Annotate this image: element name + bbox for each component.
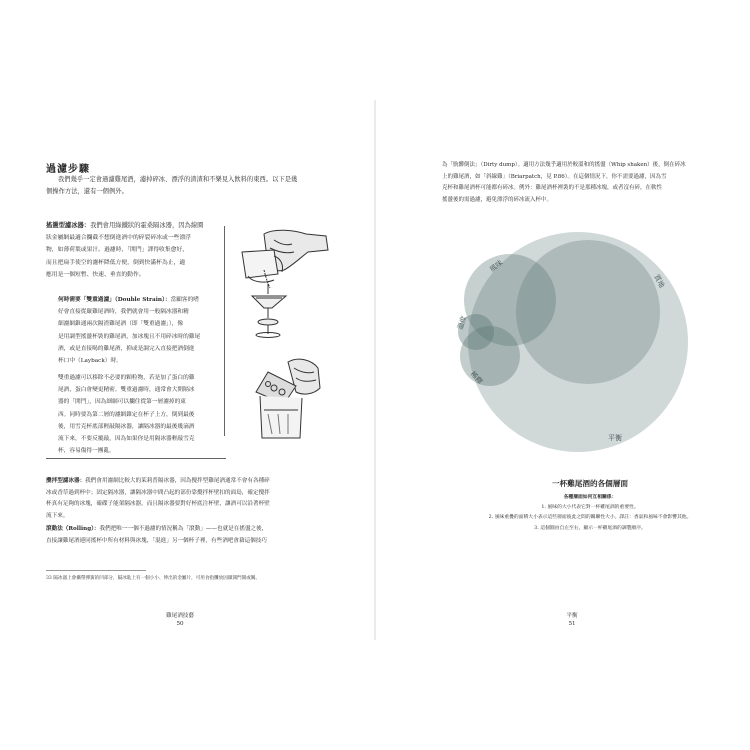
figure-caption: 一杯雞尾酒的各個層面 <box>552 479 628 488</box>
paragraph-line: 好會直接從嚴雞尾酒時，我們就會用一般隔冰器和精 <box>58 309 189 316</box>
right-folio <box>552 612 592 628</box>
paragraph-line: 流下來。 <box>46 512 69 519</box>
paragraph-line: 搖盪後的需過濾，避免漂浮的碎冰流入杯中。 <box>442 196 553 203</box>
paragraph-line: 酒，或是直接喝的雞尾酒，抑或是調完入直接把酒倒進 <box>58 345 195 352</box>
paragraph-line: 杯真有足夠的冰塊，確碟子能架隔冰器，而且隔冰器要對好杯底注杯壁，讓酒可以沿著杯壁 <box>46 501 270 507</box>
paragraph-line: 器的「開門」，因為細網可以攔住從第一層濾掉的東 <box>58 399 186 406</box>
paragraph-line: 狀金屬網最適合攔截不想倒進酒中的碎裂碎冰或一些漂浮 <box>46 235 191 242</box>
paragraph-line: 杯口中（Layback）時。 <box>58 358 122 365</box>
paragraph-line: 尾酒，蛋白會變更精密。雙重過濾時，通常會大開隔冰 <box>58 387 195 394</box>
continued-paragraph <box>442 160 714 206</box>
julep-strainer-illustration <box>238 352 328 444</box>
double-strain-illustration <box>234 226 344 338</box>
figure-note: 1. 風味的大小代表它對一杯雞尾酒的重要性。 <box>541 504 639 510</box>
intro-line: 個操作方法，還有一個例外。 <box>46 188 128 195</box>
paragraph-line: 西。同時要為第二層的濾網錐定在杯子上方，倒到最後 <box>58 411 195 418</box>
paragraph-line: 冰或香草過到杯中；固定隔冰器，讓隔冰器中間凸起的部份靠攪拌杯壁扣的面島，確定攪拌 <box>46 489 270 496</box>
paragraph-line: 流下來，不要反覆敲，因為如果你是用隔冰器輕敲雪克 <box>58 436 195 443</box>
figure-note: 3. 這個圓由自左至右，顯示一杯雞尾酒的調製順序。 <box>534 525 646 531</box>
illustration-rule <box>224 226 225 436</box>
double-strain-term: 何時需要「雙重過濾」（Double Strain）： <box>58 297 171 303</box>
running-title: 雞尾酒技藝 <box>166 613 194 619</box>
running-title: 平衡 <box>566 613 578 619</box>
paragraph-line: 上的雞尾酒，如「斜線雞」（Briarpatch，見 P.86）。在這個情況下，你不需要過濾，因為雪 <box>442 173 667 180</box>
paragraph-line: 細濾網錐通兩次隔渣雞尾酒（即「雙重過濾」），像 <box>58 321 184 328</box>
venn-label-flavor: 風味 <box>488 258 505 274</box>
paragraph-line: 杯，容易傷得一團亂。 <box>58 448 115 455</box>
paragraph-line: 我們會用濾網比較大的茱莉普隔冰器，因為攪拌型雞尾酒通常不會有各種碎 <box>85 478 270 484</box>
figure-note: 2. 風味重疊的面積大小表示這些層面彼此之間的關聯性大小。譯註：香氣和風味不會影響其他。 <box>488 515 692 520</box>
paragraph-line: 而且把扁手使空的濾杯降低方便，倒到快滿杯為止，適 <box>46 259 186 266</box>
footnote-rule <box>46 570 146 571</box>
paragraph-line: 我們把唯一一個不過濾的情況稱為「滾動」——也就是在搖盪之後， <box>99 526 268 532</box>
paragraph-line: 直接讓雞尾酒連同搖杯中所有材料與冰塊，「混進」另一個杯子裡，有些酒吧會藉這個技巧 <box>46 537 267 544</box>
double-strain-paragraph <box>58 294 218 367</box>
julep-term: 攪拌型濾冰器： <box>46 478 86 484</box>
rolling-paragraph <box>46 524 331 547</box>
paragraph-line: 為「骯髒倒法」（Dirty dump）。適用方法幾乎適用於較溫和的搖盪（Whip shaken）後，倒在碎冰 <box>442 162 686 168</box>
cocktail-aspects-venn-diagram <box>448 232 718 464</box>
section-rule <box>46 458 226 459</box>
paragraph-line: 是用調型搖盪杯裝的雞尾酒，加冰塊且不用碎冰時的雞尾 <box>58 333 201 340</box>
book-gutter <box>374 100 376 640</box>
paragraph-line: 當顧客的嗜 <box>170 297 199 303</box>
paragraph-line: 克杯和雞尾酒杯可能都有碎冰。例外：雞尾酒杯裡裝的不是那種冰塊，或者沒有碎，在軟性 <box>442 185 663 191</box>
intro-line: 我們幾乎一定會過濾雞尾酒，濾掉碎冰、漂浮的渣渣和不樂見入飲料的東西。以下是幾 <box>58 176 298 183</box>
venn-label-dilution: 稀釋 <box>468 369 484 386</box>
venn-label-texture: 質地 <box>652 273 666 290</box>
paragraph-line: 我們會用綠鐵狀的霍桑隔冰器，因為線圈 <box>90 222 204 229</box>
section-heading: 過濾步驟 <box>46 164 90 175</box>
hawthorne-paragraph <box>46 220 221 281</box>
figure-notes <box>430 492 750 534</box>
hawthorne-term: 搖盪型濾冰器： <box>46 222 91 229</box>
footnote: 33 隔冰器上會攜帶彈簧的凹部分，隔冰匙上有一個小小、伸出的金屬片，可用食指攤放固鎖開門開或關。 <box>46 576 261 581</box>
paragraph-line: 後，用雪克杯底部輕敲隔冰器，讓隔冰器的最後幾滴酒 <box>58 423 195 430</box>
paragraph-line: 應用是一個短暫、快速、垂直的動作。 <box>46 271 145 278</box>
paragraph-line: 雙重過濾可以移除不必要的顆粒物，若是加了蛋白的雞 <box>58 375 195 381</box>
intro-paragraph <box>46 174 328 198</box>
page-number: 50 <box>176 621 184 627</box>
venn-label-temperature: 溫度 <box>456 314 469 331</box>
venn-label-balance: 平衡 <box>608 434 622 442</box>
paragraph-line: 物，如薄荷葉或果汁。過濾時，「開門」譯得收集愈好， <box>46 247 189 254</box>
double-strain-detail <box>58 372 218 457</box>
left-folio <box>160 612 200 628</box>
rolling-term: 滾動法（Rolling）： <box>46 526 100 532</box>
page-number: 51 <box>568 621 576 627</box>
julep-paragraph <box>46 476 331 522</box>
figure-note: 各種層面如何互相關係： <box>563 494 617 500</box>
